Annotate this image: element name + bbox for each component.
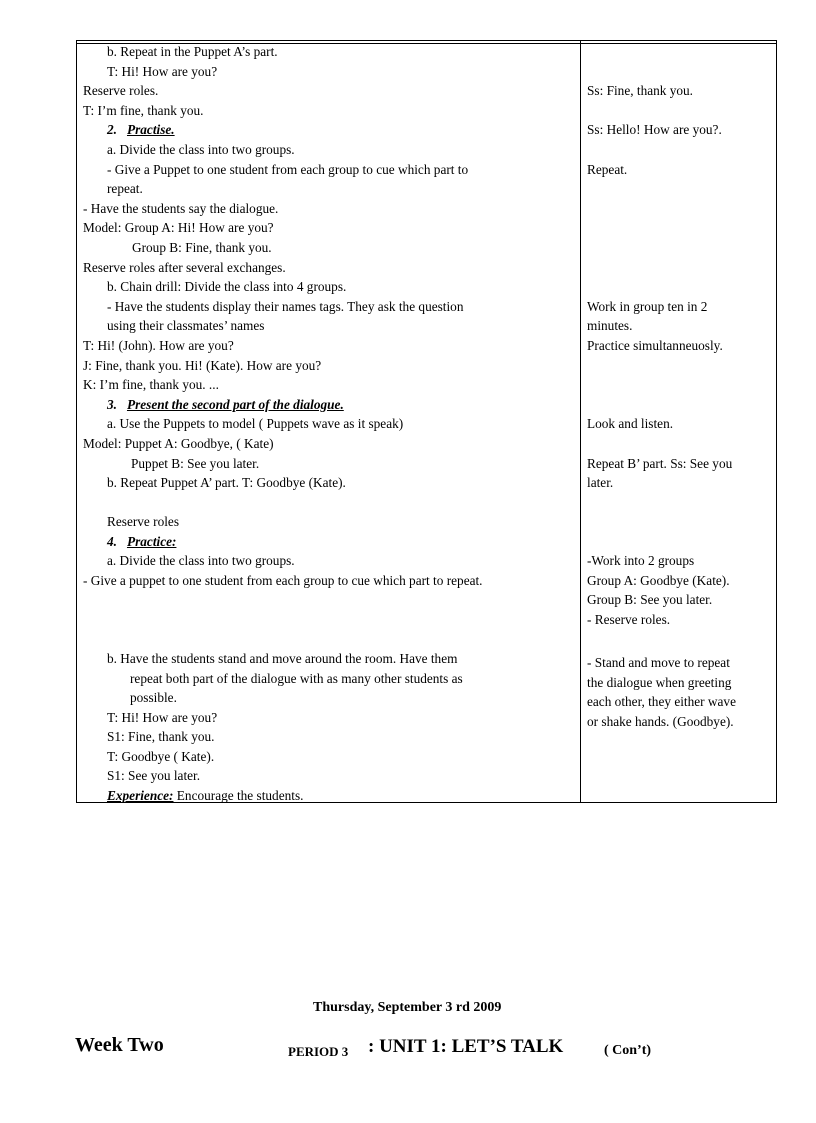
instruction-line: - Have the students display their names tags. They ask the question <box>107 299 464 314</box>
section-title: Practice: <box>126 534 177 549</box>
section-number: 4. <box>107 534 117 549</box>
dialogue-line: T: I’m fine, thank you. <box>83 103 204 118</box>
dialogue-line: T: Hi! How are you? <box>107 64 218 79</box>
step-line: a. Divide the class into two groups. <box>107 142 295 157</box>
student-response: Ss: Hello! How are you?. <box>587 122 722 137</box>
section-title: Present the second part of the dialogue. <box>126 397 344 412</box>
experience-label: Experience: <box>107 788 174 803</box>
student-response: later. <box>587 475 614 490</box>
step-line: b. Repeat Puppet A’ part. T: Goodbye (Kate). <box>107 475 346 490</box>
experience-line <box>107 788 303 804</box>
model-line: Model: Puppet A: Goodbye, ( Kate) <box>83 436 274 451</box>
unit-title: : UNIT 1: LET’S TALK <box>368 1036 564 1057</box>
step-line: a. Use the Puppets to model ( Puppets wave as it speak) <box>107 416 404 431</box>
model-line: Group B: Fine, thank you. <box>132 240 272 255</box>
dialogue-line: T: Hi! (John). How are you? <box>83 338 234 353</box>
lesson-table <box>76 40 777 803</box>
student-response: minutes. <box>587 318 633 333</box>
step-line: a. Divide the class into two groups. <box>107 553 295 568</box>
student-response: or shake hands. (Goodbye). <box>587 714 734 729</box>
week-label: Week Two <box>75 1034 164 1056</box>
student-response: the dialogue when greeting <box>587 675 732 690</box>
student-response: Practice simultanneuosly. <box>587 338 723 353</box>
instruction-line: Reserve roles. <box>83 83 159 98</box>
instruction-line: repeat both part of the dialogue with as many other students as <box>130 671 463 686</box>
dialogue-line: T: Hi! How are you? <box>107 710 218 725</box>
section-heading <box>107 122 175 138</box>
student-response: Repeat B’ part. Ss: See you <box>587 456 733 471</box>
student-response: Group B: See you later. <box>587 592 713 607</box>
instruction-line: - Give a Puppet to one student from each group to cue which part to <box>107 162 469 177</box>
instruction-line: possible. <box>130 690 177 705</box>
student-response: each other, they either wave <box>587 694 736 709</box>
student-response: Group A: Goodbye (Kate). <box>587 573 730 588</box>
model-line: Model: Group A: Hi! How are you? <box>83 220 274 235</box>
student-response: Look and listen. <box>587 416 674 431</box>
student-response: Ss: Fine, thank you. <box>587 83 694 98</box>
instruction-line: repeat. <box>107 181 143 196</box>
dialogue-line: T: Goodbye ( Kate). <box>107 749 215 764</box>
student-response: - Stand and move to repeat <box>587 655 730 670</box>
student-response: - Reserve roles. <box>587 612 671 627</box>
section-heading <box>107 397 344 413</box>
section-heading <box>107 534 176 550</box>
section-number: 2. <box>107 122 117 137</box>
dialogue-line: S1: Fine, thank you. <box>107 729 215 744</box>
instruction-line: using their classmates’ names <box>107 318 265 333</box>
student-response: Repeat. <box>587 162 628 177</box>
instruction-line: - Have the students say the dialogue. <box>83 201 279 216</box>
step-line: b. Repeat in the Puppet A’s part. <box>107 44 278 59</box>
model-line: Puppet B: See you later. <box>131 456 260 471</box>
column-divider <box>580 41 581 802</box>
section-number: 3. <box>107 397 117 412</box>
student-response: Work in group ten in 2 <box>587 299 708 314</box>
student-response: -Work into 2 groups <box>587 553 695 568</box>
dialogue-line: J: Fine, thank you. Hi! (Kate). How are you? <box>83 358 322 373</box>
lesson-date: Thursday, September 3 rd 2009 <box>313 1000 502 1015</box>
instruction-line: Reserve roles after several exchanges. <box>83 260 286 275</box>
section-title: Practise. <box>126 122 175 137</box>
dialogue-line: S1: See you later. <box>107 768 201 783</box>
instruction-line: - Give a puppet to one student from each group to cue which part to repeat. <box>83 573 483 588</box>
step-line: b. Chain drill: Divide the class into 4 groups. <box>107 279 347 294</box>
instruction-line: Reserve roles <box>107 514 179 529</box>
experience-text: Encourage the students. <box>173 788 304 803</box>
step-line: b. Have the students stand and move around the room. Have them <box>107 651 458 666</box>
dialogue-line: K: I’m fine, thank you. ... <box>83 377 219 392</box>
period-label: PERIOD 3 <box>288 1044 349 1059</box>
continued-label: ( Con’t) <box>604 1043 652 1058</box>
